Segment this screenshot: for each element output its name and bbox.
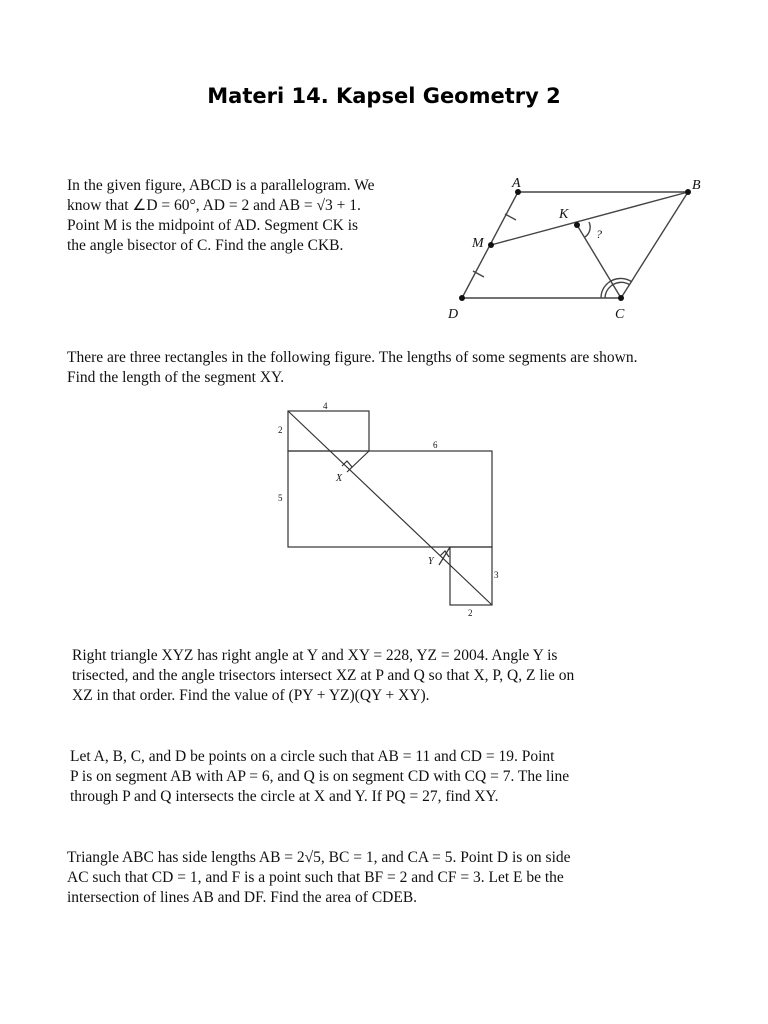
problem-line: Find the length of the segment XY. (67, 369, 285, 386)
parallelogram-figure (440, 170, 730, 330)
problem-line: Let A, B, C, and D be points on a circle such that AB = 11 and CD = 19. Point (70, 748, 555, 765)
problem-line: know that ∠D = 60°, AD = 2 and AB = √3 + 1. (67, 197, 361, 214)
right-angle-x (342, 461, 352, 467)
point-d (459, 295, 465, 301)
label-2-left: 2 (278, 425, 283, 435)
bottom-rectangle (450, 547, 492, 605)
angle-arc-k (585, 222, 590, 237)
label-d: D (448, 307, 459, 322)
problem-line: Triangle ABC has side lengths AB = 2√5, BC = 1, and CA = 5. Point D is on side (67, 849, 571, 866)
label-4: 4 (323, 401, 328, 411)
problem-4-text (70, 747, 569, 807)
problem-line: the angle bisector of C. Find the angle CKB. (67, 237, 344, 254)
label-m: M (472, 236, 484, 251)
diagonal-line (288, 411, 492, 605)
problem-line: Right triangle XYZ has right angle at Y and XY = 228, YZ = 2004. Angle Y is (72, 647, 558, 664)
label-c: C (615, 307, 625, 322)
small-rectangle (288, 411, 369, 451)
problem-line: There are three rectangles in the following figure. The lengths of some segments are shown. (67, 349, 638, 366)
problem-line: intersection of lines AB and DF. Find the area of CDEB. (67, 889, 418, 906)
problem-line: trisected, and the angle trisectors intersect XZ at P and Q so that X, P, Q, Z lie on (72, 667, 575, 684)
page-title: Materi 14. Kapsel Geometry 2 (207, 84, 561, 108)
problem-line: through P and Q intersects the circle at X and Y. If PQ = 27, find XY. (70, 788, 499, 805)
label-5: 5 (278, 493, 283, 503)
problem-3-text (72, 646, 574, 706)
label-question: ? (596, 227, 602, 241)
problem-line: In the given figure, ABCD is a parallelogram. We (67, 177, 375, 194)
point-k (574, 222, 580, 228)
perpendicular-x (347, 451, 369, 472)
point-c (618, 295, 624, 301)
problem-2-text (67, 348, 637, 388)
problem-5-text (67, 848, 571, 908)
label-3: 3 (494, 570, 499, 580)
label-b: B (692, 178, 701, 193)
label-y: Y (428, 556, 434, 567)
problem-line: XZ in that order. Find the value of (PY + YZ)(QY + XY). (72, 687, 430, 704)
label-x: X (336, 473, 343, 484)
problem-line: AC such that CD = 1, and F is a point such that BF = 2 and CF = 3. Let E be the (67, 869, 564, 886)
problem-line: P is on segment AB with AP = 6, and Q is on segment CD with CQ = 7. The line (70, 768, 570, 785)
segment-mb (491, 192, 688, 245)
label-6: 6 (433, 440, 438, 450)
point-m (488, 242, 494, 248)
label-2-bottom: 2 (468, 608, 473, 618)
problem-line: Point M is the midpoint of AD. Segment CK is (67, 217, 359, 234)
point-b (685, 189, 691, 195)
label-a: A (512, 176, 521, 191)
angle-arc (605, 286, 611, 298)
large-rectangle (288, 451, 492, 547)
problem-1-text (67, 176, 375, 256)
rectangles-figure (270, 395, 510, 625)
label-k: K (559, 207, 569, 222)
tick-mark (505, 214, 516, 220)
